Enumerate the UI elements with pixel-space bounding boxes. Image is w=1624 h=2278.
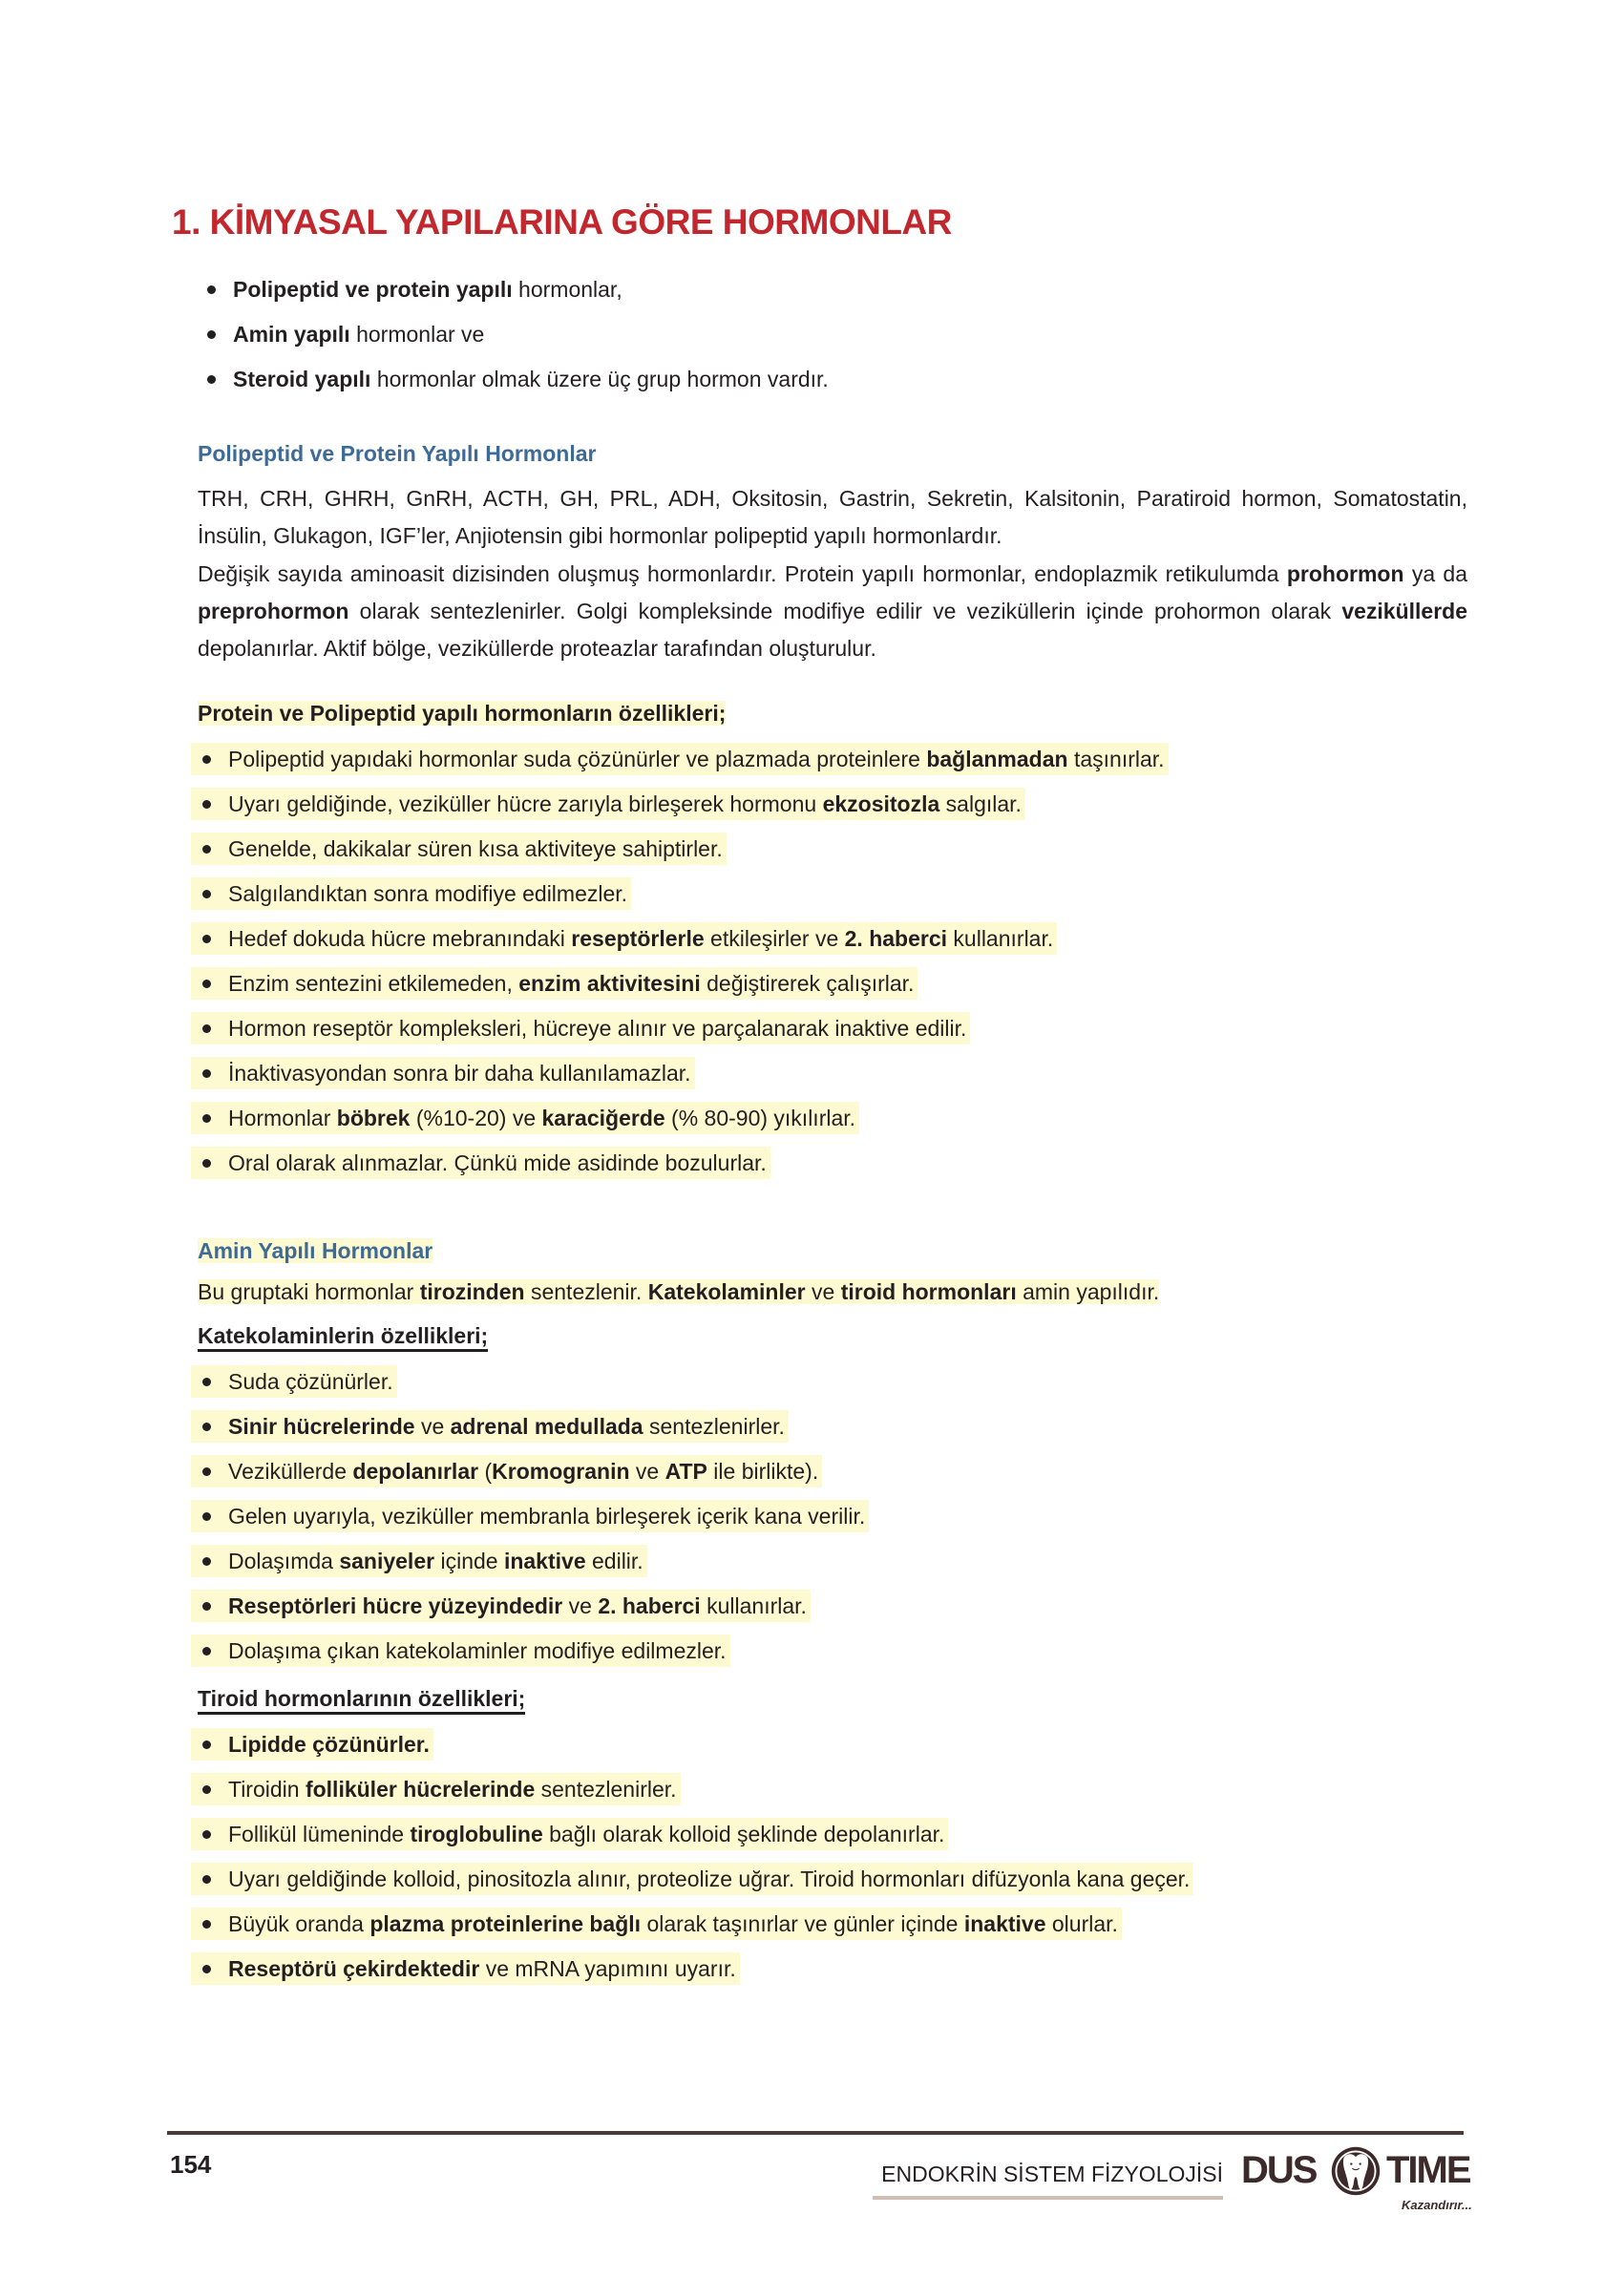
text: edilir. bbox=[585, 1549, 643, 1573]
thyroid-properties-list bbox=[191, 1722, 1193, 1992]
polypeptide-description-paragraph bbox=[198, 556, 1467, 667]
polypeptide-properties-title bbox=[198, 697, 726, 729]
logo-dus-text: DUS bbox=[1241, 2149, 1317, 2191]
bold-text: saniyeler bbox=[339, 1549, 435, 1573]
text: salgılar. bbox=[939, 791, 1022, 816]
item-text: hormonlar ve bbox=[349, 322, 485, 347]
text: Enzim sentezini etkilemeden, bbox=[228, 971, 519, 996]
footer-divider bbox=[167, 2131, 1464, 2135]
polypeptide-heading: Polipeptid ve Protein Yapılı Hormonlar bbox=[198, 441, 597, 466]
text: değiştirerek çalışırlar. bbox=[700, 971, 915, 996]
heading-text: Amin Yapılı Hormonlar bbox=[198, 1238, 433, 1263]
highlighted-row bbox=[191, 1057, 695, 1089]
text: ve mRNA yapımını uyarır. bbox=[479, 1956, 736, 1981]
text: Büyük oranda bbox=[228, 1911, 370, 1936]
bold-text: Sinir hücrelerinde bbox=[228, 1414, 415, 1439]
highlighted-row bbox=[191, 743, 1169, 775]
bullet-icon bbox=[202, 1114, 211, 1123]
bold-text: tirozinden bbox=[419, 1279, 525, 1304]
list-item bbox=[191, 1947, 1193, 1992]
list-item bbox=[191, 1767, 1193, 1812]
bold-text: inaktive bbox=[963, 1911, 1046, 1936]
bullet-icon bbox=[202, 1875, 211, 1884]
polypeptide-properties-list bbox=[191, 737, 1169, 1186]
bullet-icon bbox=[202, 1740, 211, 1749]
bullet-icon bbox=[202, 1965, 211, 1973]
text: Salgılandıktan sonra modifiye edilmezler. bbox=[228, 881, 628, 906]
bold-text: adrenal medullada bbox=[450, 1414, 643, 1439]
highlighted-row bbox=[191, 1863, 1193, 1895]
text: sentezlenir. bbox=[524, 1279, 648, 1304]
list-item bbox=[191, 1857, 1193, 1902]
text: amin yapılıdır. bbox=[1016, 1279, 1160, 1304]
list-item bbox=[191, 737, 1169, 782]
text: içinde bbox=[434, 1549, 504, 1573]
highlighted-row bbox=[191, 967, 917, 1000]
list-item bbox=[191, 1629, 869, 1674]
highlighted-row bbox=[191, 1500, 869, 1532]
text: Gelen uyarıyla, veziküller membranla birleşerek içerik kana verilir. bbox=[228, 1504, 866, 1529]
text: olurlar. bbox=[1045, 1911, 1118, 1936]
list-item bbox=[191, 917, 1169, 961]
highlighted-row bbox=[191, 1455, 822, 1487]
list-item bbox=[191, 1006, 1169, 1051]
list-item bbox=[191, 961, 1169, 1006]
bullet-icon bbox=[202, 1830, 211, 1839]
amine-heading bbox=[198, 1238, 432, 1264]
title-text: Tiroid hormonlarının özellikleri; bbox=[198, 1686, 525, 1715]
bullet-icon bbox=[202, 1920, 211, 1929]
list-item bbox=[191, 1404, 869, 1449]
list-item bbox=[191, 1096, 1169, 1141]
highlighted-row bbox=[191, 1952, 740, 1985]
title-text: Katekolaminlerin özellikleri; bbox=[198, 1323, 488, 1352]
bullet-icon bbox=[202, 1467, 211, 1476]
bullet-icon bbox=[207, 330, 216, 339]
list-item bbox=[191, 872, 1169, 917]
bullet-icon bbox=[202, 1647, 211, 1656]
logo-slogan: Kazandırır... bbox=[1402, 2198, 1472, 2212]
text: ve bbox=[629, 1459, 665, 1484]
highlighted-row bbox=[191, 1365, 397, 1398]
bullet-icon bbox=[202, 1159, 211, 1168]
list-item bbox=[196, 312, 829, 357]
bullet-icon bbox=[202, 1512, 211, 1521]
highlighted-row bbox=[191, 877, 631, 910]
bullet-icon bbox=[202, 755, 211, 764]
bold-text: enzim aktivitesini bbox=[518, 971, 701, 996]
logo-time-text: TIME bbox=[1386, 2149, 1470, 2191]
catecholamine-properties-list bbox=[191, 1360, 869, 1674]
bold-text: bağlanmadan bbox=[926, 747, 1068, 771]
item-text: hormonlar olmak üzere üç grup hormon vardır. bbox=[370, 367, 829, 391]
text: olarak sentezlenirler. Golgi kompleksinde modifiye edilir ve veziküllerin içinde prohormon olarak bbox=[348, 599, 1342, 623]
text: Genelde, dakikalar süren kısa aktiviteye sahiptirler. bbox=[228, 836, 723, 861]
bullet-icon bbox=[202, 1069, 211, 1078]
text: ya da bbox=[1403, 561, 1468, 586]
text: etkileşirler ve bbox=[704, 926, 845, 951]
page-title: 1. KİMYASAL YAPILARINA GÖRE HORMONLAR bbox=[172, 202, 952, 242]
text: Bu gruptaki hormonlar bbox=[198, 1279, 420, 1304]
bold-text: Reseptörü çekirdektedir bbox=[228, 1956, 480, 1981]
bullet-icon bbox=[202, 890, 211, 898]
highlighted-row bbox=[191, 922, 1057, 955]
highlighted-row bbox=[191, 1635, 730, 1667]
list-item bbox=[191, 1539, 869, 1584]
bullet-icon bbox=[202, 1602, 211, 1611]
highlighted-row bbox=[191, 1147, 770, 1179]
bullet-icon bbox=[202, 1024, 211, 1033]
bullet-icon bbox=[202, 1423, 211, 1431]
highlighted-row bbox=[191, 1728, 433, 1761]
bold-text: plazma proteinlerine bağlı bbox=[369, 1911, 642, 1936]
intro-text bbox=[198, 1279, 1159, 1304]
bold-text: veziküllerde bbox=[1341, 599, 1467, 623]
bold-text: preprohormon bbox=[198, 599, 349, 623]
bold-text: folliküler hücrelerinde bbox=[305, 1777, 536, 1802]
list-item bbox=[191, 827, 1169, 872]
highlighted-row bbox=[191, 1545, 647, 1577]
dustime-logo bbox=[1241, 2144, 1480, 2230]
list-item bbox=[191, 1141, 1169, 1186]
bold-text: 2. haberci bbox=[844, 926, 948, 951]
text: kullanırlar. bbox=[700, 1593, 807, 1618]
text: ve bbox=[562, 1593, 599, 1618]
text: Dolaşıma çıkan katekolaminler modifiye edilmezler. bbox=[228, 1638, 727, 1663]
text: Veziküllerde bbox=[228, 1459, 353, 1484]
bold-text: Reseptörleri hücre yüzeyindedir bbox=[228, 1593, 563, 1618]
list-item bbox=[191, 1722, 1193, 1767]
text: Oral olarak alınmazlar. Çünkü mide asidinde bozulurlar. bbox=[228, 1150, 767, 1175]
tooth-logo-icon bbox=[1329, 2144, 1382, 2198]
list-item bbox=[191, 1812, 1193, 1857]
highlighted-row bbox=[191, 1590, 811, 1622]
text: ( bbox=[478, 1459, 493, 1484]
bold-text: böbrek bbox=[336, 1106, 411, 1130]
text: Suda çözünürler. bbox=[228, 1369, 393, 1394]
text: Değişik sayıda aminoasit dizisinden oluşmuş hormonlardır. Protein yapılı hormonlar, endoplazmik retikulumda bbox=[198, 561, 1287, 586]
hormone-groups-list bbox=[196, 267, 829, 402]
highlighted-row bbox=[191, 788, 1025, 820]
thyroid-properties-title bbox=[198, 1682, 525, 1715]
bullet-icon bbox=[202, 845, 211, 854]
bold-text: tiroid hormonları bbox=[840, 1279, 1017, 1304]
list-item bbox=[191, 1449, 869, 1494]
bold-text: ekzositozla bbox=[822, 791, 940, 816]
bold-text: reseptörlerle bbox=[571, 926, 705, 951]
amine-intro-paragraph bbox=[198, 1276, 1159, 1308]
list-item bbox=[191, 1360, 869, 1404]
text: Hormonlar bbox=[228, 1106, 337, 1130]
highlighted-row bbox=[191, 1102, 859, 1134]
bullet-icon bbox=[207, 285, 216, 294]
highlighted-row bbox=[191, 1908, 1122, 1940]
bold-text: Katekolaminler bbox=[647, 1279, 806, 1304]
polypeptide-hormone-list-paragraph: TRH, CRH, GHRH, GnRH, ACTH, GH, PRL, ADH, Oksitosin, Gastrin, Sekretin, Kalsitonin, Paratiroid hormon, Somatostatin, İnsülin, Glukagon, IGF’ler, Anjiotensin gibi hormonlar polipeptid yapılı hormonlardır. bbox=[198, 486, 1467, 548]
highlighted-row bbox=[191, 1410, 789, 1443]
list-item bbox=[196, 267, 829, 312]
bold-text: tiroglobuline bbox=[410, 1822, 543, 1846]
text: sentezlenirler. bbox=[535, 1777, 677, 1802]
text: taşınırlar. bbox=[1067, 747, 1165, 771]
bullet-icon bbox=[202, 980, 211, 988]
bold-text: prohormon bbox=[1286, 561, 1404, 586]
highlighted-row bbox=[191, 833, 727, 865]
bullet-icon bbox=[202, 935, 211, 943]
text: Hormon reseptör kompleksleri, hücreye alınır ve parçalanarak inaktive edilir. bbox=[228, 1016, 967, 1041]
text: (%10-20) ve bbox=[410, 1106, 542, 1130]
chapter-name: ENDOKRİN SİSTEM FİZYOLOJİSİ bbox=[881, 2162, 1223, 2186]
bold-text: 2. haberci bbox=[598, 1593, 701, 1618]
text: ile birlikte). bbox=[707, 1459, 819, 1484]
bullet-icon bbox=[202, 1557, 211, 1566]
text: kullanırlar. bbox=[947, 926, 1054, 951]
page-number: 154 bbox=[170, 2150, 212, 2179]
text: bağlı olarak kolloid şeklinde depolanırlar. bbox=[542, 1822, 945, 1846]
title-text: Protein ve Polipeptid yapılı hormonların özellikleri; bbox=[198, 701, 727, 726]
bold-text: Lipidde çözünürler. bbox=[228, 1732, 430, 1757]
bold-text: Amin yapılı bbox=[233, 322, 350, 347]
bold-text: karaciğerde bbox=[541, 1106, 665, 1130]
list-item bbox=[191, 1051, 1169, 1096]
bold-text: inaktive bbox=[503, 1549, 586, 1573]
text: (% 80-90) yıkılırlar. bbox=[664, 1106, 856, 1130]
text: depolanırlar. Aktif bölge, veziküllerde proteazlar tarafından oluşturulur. bbox=[198, 636, 876, 661]
text: sentezlenirler. bbox=[643, 1414, 785, 1439]
bullet-icon bbox=[202, 1378, 211, 1386]
highlighted-row bbox=[191, 1818, 948, 1850]
list-item bbox=[191, 782, 1169, 827]
highlighted-row bbox=[191, 1012, 970, 1044]
item-text: hormonlar, bbox=[512, 277, 622, 302]
text: Tiroidin bbox=[228, 1777, 306, 1802]
text: Uyarı geldiğinde, veziküller hücre zarıyla birleşerek hormonu bbox=[228, 791, 823, 816]
bullet-icon bbox=[202, 1785, 211, 1794]
bold-text: Steroid yapılı bbox=[233, 367, 371, 391]
list-item bbox=[191, 1902, 1193, 1947]
text: olarak taşınırlar ve günler içinde bbox=[641, 1911, 964, 1936]
text: Dolaşımda bbox=[228, 1549, 340, 1573]
text: Uyarı geldiğinde kolloid, pinositozla alınır, proteolize uğrar. Tiroid hormonları difüzyonla kana geçer. bbox=[228, 1867, 1191, 1891]
list-item bbox=[191, 1494, 869, 1539]
bullet-icon bbox=[207, 375, 216, 384]
bold-text: ATP bbox=[664, 1459, 707, 1484]
list-item bbox=[196, 357, 829, 402]
list-item bbox=[191, 1584, 869, 1629]
catecholamine-properties-title bbox=[198, 1319, 488, 1352]
text: ve bbox=[805, 1279, 841, 1304]
highlighted-row bbox=[191, 1773, 681, 1805]
text: İnaktivasyondan sonra bir daha kullanılamazlar. bbox=[228, 1061, 691, 1086]
text: Hedef dokuda hücre mebranındaki bbox=[228, 926, 572, 951]
bold-text: Polipeptid ve protein yapılı bbox=[233, 277, 513, 302]
text: Polipeptid yapıdaki hormonlar suda çözünürler ve plazmada proteinlere bbox=[228, 747, 927, 771]
bold-text: depolanırlar bbox=[352, 1459, 479, 1484]
text: ve bbox=[414, 1414, 451, 1439]
chapter-underline bbox=[873, 2196, 1223, 2200]
bullet-icon bbox=[202, 800, 211, 809]
bold-text: Kromogranin bbox=[492, 1459, 630, 1484]
text: Follikül lümeninde bbox=[228, 1822, 411, 1846]
